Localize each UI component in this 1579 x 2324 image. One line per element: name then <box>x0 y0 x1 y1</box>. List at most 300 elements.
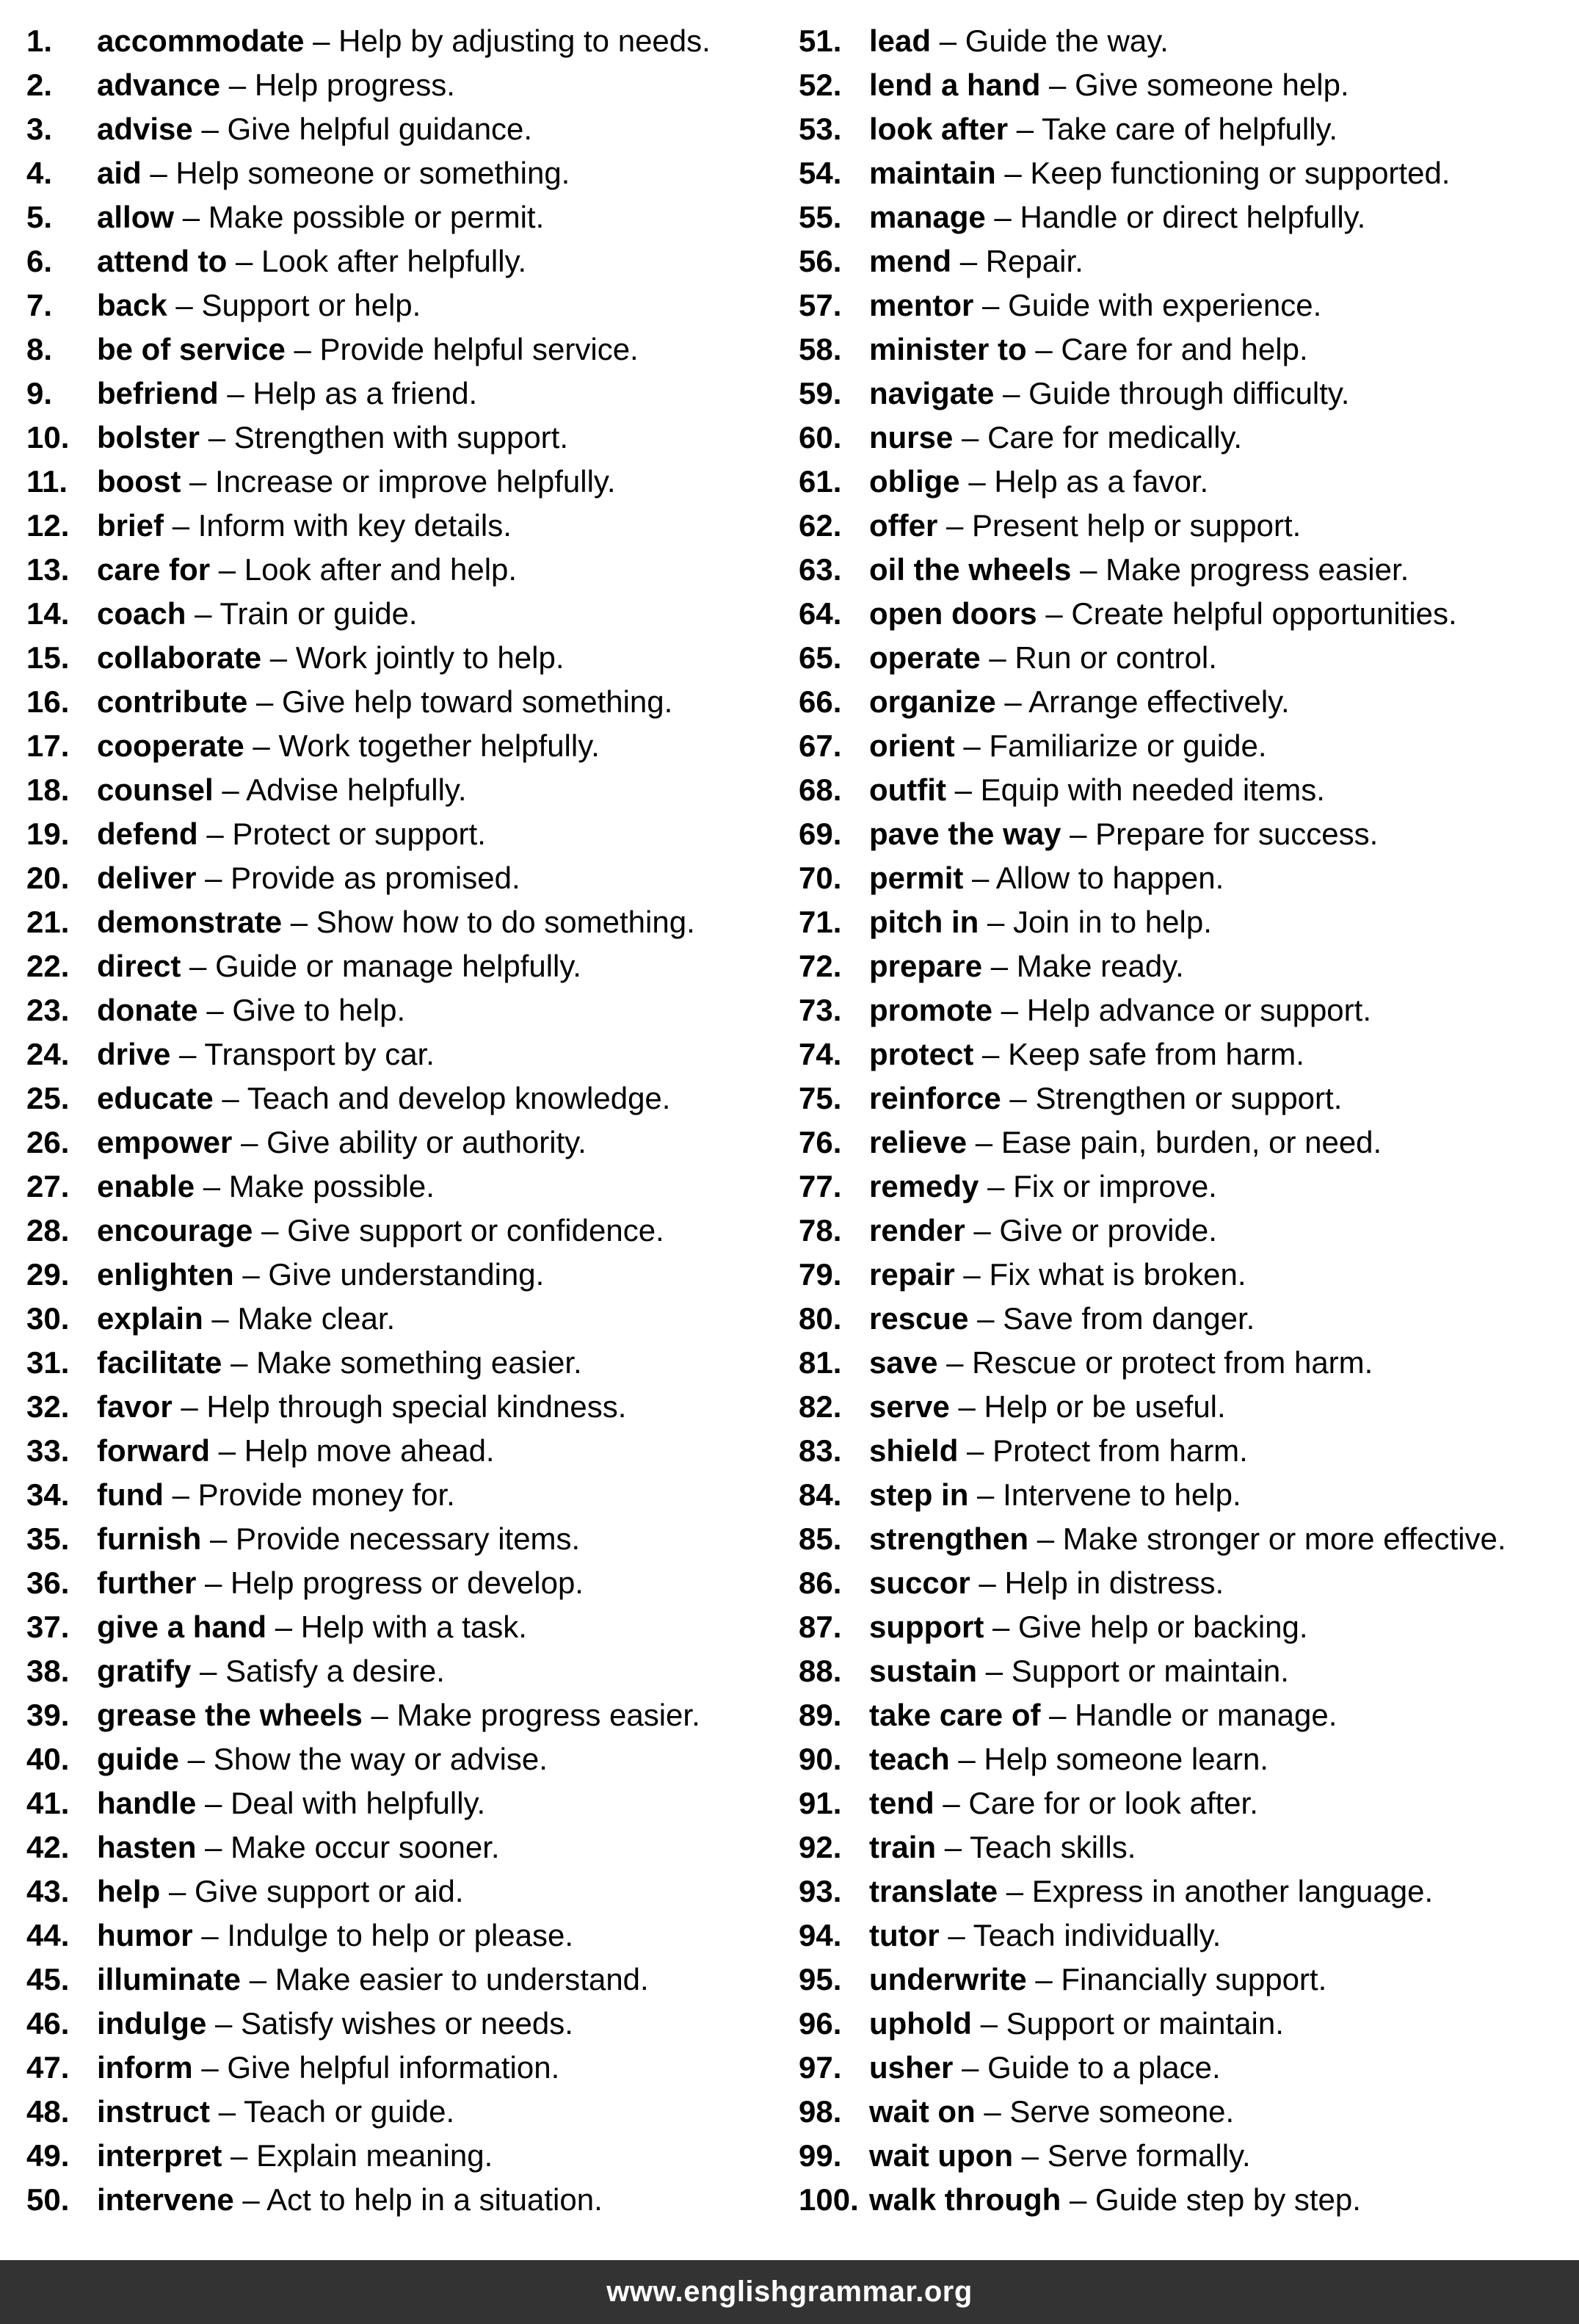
item-separator: – <box>1016 112 1034 146</box>
item-definition: Strengthen or support. <box>1035 1081 1343 1115</box>
list-item <box>799 1076 1577 1121</box>
item-separator: – <box>169 1874 186 1908</box>
item-number: 41. <box>26 1786 70 1820</box>
list-item <box>799 900 1577 944</box>
item-definition: Help through special kindness. <box>206 1389 627 1424</box>
item-separator: – <box>1003 376 1020 410</box>
item-number: 50. <box>26 2182 70 2217</box>
list-item <box>26 283 805 327</box>
item-term: back <box>97 288 167 322</box>
item-number: 78. <box>799 1213 842 1248</box>
item-term: inform <box>97 2050 193 2085</box>
item-separator: – <box>979 1565 996 1600</box>
item-term: remedy <box>869 1169 979 1203</box>
item-separator: – <box>990 949 1009 983</box>
item-number: 48. <box>26 2094 70 2129</box>
list-item <box>799 504 1577 548</box>
item-definition: Repair. <box>985 244 1083 278</box>
item-number: 56. <box>799 244 842 278</box>
item-definition: Fix what is broken. <box>989 1257 1246 1292</box>
item-number: 4. <box>26 156 53 190</box>
item-term: educate <box>97 1081 214 1115</box>
item-term: drive <box>97 1037 171 1071</box>
list-item <box>26 1605 805 1649</box>
item-number: 9. <box>26 376 53 410</box>
item-definition: Inform with key details. <box>197 508 512 543</box>
item-number: 68. <box>799 772 842 807</box>
item-term: shield <box>869 1433 959 1468</box>
list-item <box>799 460 1577 504</box>
item-separator: – <box>984 2094 1001 2129</box>
item-separator: – <box>989 640 1006 675</box>
item-definition: Help in distress. <box>1004 1565 1224 1600</box>
list-item <box>799 327 1577 372</box>
item-definition: Create helpful opportunities. <box>1071 596 1457 631</box>
item-separator: – <box>987 1169 1005 1203</box>
item-definition: Train or guide. <box>219 596 418 631</box>
item-separator: – <box>968 464 986 499</box>
item-separator: – <box>203 1169 221 1203</box>
list-item <box>799 1958 1577 2002</box>
item-term: enable <box>97 1169 195 1203</box>
item-term: enlighten <box>97 1257 234 1292</box>
item-number: 80. <box>799 1301 842 1336</box>
item-number: 26. <box>26 1125 70 1159</box>
item-separator: – <box>982 1037 1000 1071</box>
item-definition: Support or maintain. <box>1011 1654 1289 1688</box>
item-separator: – <box>946 508 964 543</box>
item-number: 96. <box>799 2006 842 2041</box>
list-item <box>26 944 805 988</box>
item-definition: Serve formally. <box>1047 2138 1251 2173</box>
item-term: allow <box>97 200 175 234</box>
list-item <box>26 1914 805 1958</box>
item-number: 76. <box>799 1125 842 1159</box>
item-separator: – <box>977 1477 995 1512</box>
list-item <box>26 2134 805 2178</box>
list-item <box>26 988 805 1032</box>
item-number: 43. <box>26 1874 70 1908</box>
item-term: usher <box>869 2050 954 2085</box>
item-separator: – <box>256 684 274 719</box>
item-term: furnish <box>97 1521 202 1556</box>
list-item <box>799 416 1577 460</box>
item-term: aid <box>97 156 142 190</box>
item-definition: Give ability or authority. <box>266 1125 587 1159</box>
list-item <box>799 1781 1577 1825</box>
list-item <box>26 1473 805 1517</box>
list-item <box>799 680 1577 724</box>
item-term: nurse <box>869 420 954 455</box>
list-item <box>26 2046 805 2090</box>
item-number: 51. <box>799 23 842 58</box>
list-item <box>26 151 805 195</box>
list-item <box>26 327 805 372</box>
item-number: 34. <box>26 1477 70 1512</box>
item-number: 83. <box>799 1433 842 1468</box>
item-definition: Help as a favor. <box>994 464 1209 499</box>
item-separator: – <box>261 1213 279 1248</box>
item-term: pitch in <box>869 905 979 939</box>
item-term: protect <box>869 1037 974 1071</box>
item-definition: Help advance or support. <box>1026 993 1371 1027</box>
item-term: boost <box>97 464 181 499</box>
item-term: attend to <box>97 244 228 278</box>
list-item <box>26 1781 805 1825</box>
item-separator: – <box>275 1610 293 1644</box>
item-definition: Look after helpfully. <box>261 244 527 278</box>
item-separator: – <box>371 1698 388 1732</box>
item-number: 74. <box>799 1037 842 1071</box>
item-number: 21. <box>26 905 70 939</box>
list-item <box>799 1737 1577 1781</box>
item-separator: – <box>218 2094 236 2129</box>
item-term: contribute <box>97 684 248 719</box>
item-definition: Help as a friend. <box>253 376 478 410</box>
item-term: give a hand <box>97 1610 267 1644</box>
item-number: 2. <box>26 68 53 102</box>
list-item <box>799 2046 1577 2090</box>
item-term: deliver <box>97 861 197 895</box>
item-separator: – <box>954 772 972 807</box>
item-number: 97. <box>799 2050 842 2085</box>
item-number: 6. <box>26 244 53 278</box>
item-separator: – <box>231 2138 248 2173</box>
item-definition: Give or provide. <box>999 1213 1217 1248</box>
item-definition: Handle or manage. <box>1075 1698 1337 1732</box>
item-term: uphold <box>869 2006 972 2041</box>
item-definition: Give understanding. <box>268 1257 545 1292</box>
item-term: befriend <box>97 376 219 410</box>
item-definition: Take care of helpfully. <box>1042 112 1338 146</box>
list-item <box>26 900 805 944</box>
list-item <box>799 2002 1577 2046</box>
item-separator: – <box>228 68 247 102</box>
item-separator: – <box>962 420 979 455</box>
item-number: 30. <box>26 1301 70 1336</box>
list-item <box>26 372 805 416</box>
item-term: cooperate <box>97 728 244 763</box>
item-definition: Make occur sooner. <box>231 1830 500 1864</box>
item-number: 28. <box>26 1213 70 1248</box>
list-item <box>26 1517 805 1561</box>
list-item <box>799 1517 1577 1561</box>
list-item <box>26 63 805 107</box>
item-definition: Show how to do something. <box>316 905 695 939</box>
item-separator: – <box>944 1830 962 1864</box>
list-item <box>26 195 805 239</box>
item-term: oblige <box>869 464 960 499</box>
item-number: 60. <box>799 420 842 455</box>
list-item <box>799 1297 1577 1341</box>
item-term: take care of <box>869 1698 1041 1732</box>
list-item <box>26 1165 805 1209</box>
item-separator: – <box>994 200 1012 234</box>
item-definition: Help or be useful. <box>984 1389 1226 1424</box>
item-separator: – <box>231 1345 248 1380</box>
item-separator: – <box>1021 2138 1039 2173</box>
item-separator: – <box>249 1962 267 1997</box>
item-number: 82. <box>799 1389 842 1424</box>
item-term: bolster <box>97 420 200 455</box>
item-separator: – <box>962 2050 979 2085</box>
item-number: 35. <box>26 1521 70 1556</box>
list-item <box>26 724 805 768</box>
list-item <box>799 283 1577 327</box>
item-number: 91. <box>799 1786 842 1820</box>
item-number: 45. <box>26 1962 70 1997</box>
list-item <box>26 2090 805 2134</box>
item-definition: Make ready. <box>1016 949 1184 983</box>
item-number: 25. <box>26 1081 70 1115</box>
item-definition: Allow to happen. <box>995 861 1224 895</box>
item-term: instruct <box>97 2094 211 2129</box>
item-number: 33. <box>26 1433 70 1468</box>
list-item <box>26 416 805 460</box>
list-item <box>799 592 1577 636</box>
item-definition: Show the way or advise. <box>213 1742 548 1776</box>
item-definition: Advise helpfully. <box>246 772 467 807</box>
item-separator: – <box>1049 1698 1067 1732</box>
item-term: interpret <box>97 2138 222 2173</box>
item-separator: – <box>1080 552 1097 587</box>
item-definition: Deal with helpfully. <box>231 1786 486 1820</box>
item-number: 38. <box>26 1654 70 1688</box>
item-number: 36. <box>26 1565 70 1600</box>
item-term: encourage <box>97 1213 253 1248</box>
item-term: maintain <box>869 156 996 190</box>
item-definition: Help by adjusting to needs. <box>338 23 711 58</box>
list-item <box>26 2178 805 2222</box>
item-term: permit <box>869 861 964 895</box>
item-term: wait on <box>869 2094 976 2129</box>
item-number: 90. <box>799 1742 842 1776</box>
item-term: promote <box>869 993 992 1027</box>
item-term: coach <box>97 596 186 631</box>
item-definition: Make possible or permit. <box>208 200 545 234</box>
item-term: gratify <box>97 1654 192 1688</box>
list-item <box>799 724 1577 768</box>
list-item <box>799 1825 1577 1869</box>
list-item <box>799 2178 1577 2222</box>
item-number: 100. <box>799 2182 859 2217</box>
item-separator: – <box>946 1345 964 1380</box>
item-definition: Rescue or protect from harm. <box>972 1345 1373 1380</box>
item-separator: – <box>973 1213 991 1248</box>
item-definition: Strengthen with support. <box>233 420 569 455</box>
item-term: manage <box>869 200 986 234</box>
item-term: favor <box>97 1389 173 1424</box>
item-term: lead <box>869 23 932 58</box>
item-definition: Teach skills. <box>969 1830 1136 1864</box>
item-term: guide <box>97 1742 179 1776</box>
item-definition: Run or control. <box>1014 640 1217 675</box>
item-number: 77. <box>799 1169 842 1203</box>
item-term: fund <box>97 1477 164 1512</box>
list-item <box>799 988 1577 1032</box>
item-number: 47. <box>26 2050 70 2085</box>
item-term: counsel <box>97 772 214 807</box>
list-item <box>799 1385 1577 1429</box>
item-number: 85. <box>799 1521 842 1556</box>
item-separator: – <box>975 1125 993 1159</box>
item-separator: – <box>182 200 200 234</box>
item-term: pave the way <box>869 817 1061 851</box>
item-number: 5. <box>26 200 53 234</box>
list-item <box>26 1737 805 1781</box>
item-term: donate <box>97 993 198 1027</box>
item-separator: – <box>181 1389 198 1424</box>
item-definition: Provide as promised. <box>231 861 520 895</box>
item-separator: – <box>175 288 193 322</box>
item-term: orient <box>869 728 955 763</box>
item-definition: Guide step by step. <box>1095 2182 1361 2217</box>
item-number: 53. <box>799 112 842 146</box>
item-separator: – <box>943 1786 960 1820</box>
item-separator: – <box>235 244 253 278</box>
item-number: 23. <box>26 993 70 1027</box>
item-definition: Help move ahead. <box>244 1433 495 1468</box>
item-separator: – <box>959 244 978 278</box>
item-term: intervene <box>97 2182 234 2217</box>
item-separator: – <box>980 2006 998 2041</box>
item-definition: Keep functioning or supported. <box>1030 156 1451 190</box>
item-term: reinforce <box>869 1081 1001 1115</box>
list-item <box>799 2090 1577 2134</box>
item-definition: Support or help. <box>201 288 421 322</box>
item-definition: Serve someone. <box>1009 2094 1235 2129</box>
list-item <box>799 1693 1577 1737</box>
list-item <box>799 1649 1577 1693</box>
item-number: 10. <box>26 420 70 455</box>
item-term: facilitate <box>97 1345 222 1380</box>
item-term: grease the wheels <box>97 1698 363 1732</box>
item-separator: – <box>1070 2182 1087 2217</box>
list-item <box>799 1561 1577 1605</box>
item-definition: Satisfy a desire. <box>225 1654 445 1688</box>
item-term: help <box>97 1874 161 1908</box>
item-separator: – <box>201 112 219 146</box>
item-definition: Express in another language. <box>1031 1874 1434 1908</box>
item-term: train <box>869 1830 937 1864</box>
item-definition: Transport by car. <box>204 1037 435 1071</box>
item-definition: Care for and help. <box>1061 332 1308 366</box>
item-number: 75. <box>799 1081 842 1115</box>
item-separator: – <box>200 1654 217 1688</box>
item-term: organize <box>869 684 996 719</box>
item-separator: – <box>189 949 207 983</box>
item-definition: Make something easier. <box>256 1345 582 1380</box>
item-term: care for <box>97 552 211 587</box>
item-separator: – <box>179 1037 197 1071</box>
item-definition: Work together helpfully. <box>278 728 600 763</box>
item-separator: – <box>958 1389 976 1424</box>
item-term: succor <box>869 1565 970 1600</box>
item-definition: Act to help in a situation. <box>266 2182 603 2217</box>
list-item <box>26 1076 805 1121</box>
item-separator: – <box>963 1257 981 1292</box>
item-definition: Save from danger. <box>1003 1301 1255 1336</box>
item-separator: – <box>172 508 190 543</box>
item-definition: Care for medically. <box>987 420 1243 455</box>
item-separator: – <box>948 1918 965 1952</box>
item-number: 12. <box>26 508 70 543</box>
item-definition: Handle or direct helpfully. <box>1020 200 1366 234</box>
item-number: 98. <box>799 2094 842 2129</box>
item-definition: Arrange effectively. <box>1028 684 1290 719</box>
item-definition: Provide money for. <box>197 1477 455 1512</box>
item-term: navigate <box>869 376 995 410</box>
item-definition: Satisfy wishes or needs. <box>241 2006 573 2041</box>
item-separator: – <box>982 288 1000 322</box>
list-item <box>26 1958 805 2002</box>
item-number: 70. <box>799 861 842 895</box>
item-separator: – <box>977 1301 995 1336</box>
item-definition: Work jointly to help. <box>295 640 565 675</box>
item-definition: Financially support. <box>1061 1962 1327 1997</box>
item-number: 18. <box>26 772 70 807</box>
item-definition: Care for or look after. <box>968 1786 1258 1820</box>
list-item <box>26 768 805 812</box>
item-separator: – <box>218 552 236 587</box>
item-term: hasten <box>97 1830 197 1864</box>
item-separator: – <box>205 1830 222 1864</box>
item-separator: – <box>242 2182 260 2217</box>
item-number: 19. <box>26 817 70 851</box>
item-number: 87. <box>799 1610 842 1644</box>
item-number: 93. <box>799 1874 842 1908</box>
list-item <box>799 2134 1577 2178</box>
item-definition: Make easier to understand. <box>275 1962 649 1997</box>
list-item <box>26 1561 805 1605</box>
item-term: advise <box>97 112 193 146</box>
list-item <box>799 812 1577 856</box>
item-definition: Look after and help. <box>244 552 518 587</box>
list-item <box>26 856 805 900</box>
item-separator: – <box>206 993 224 1027</box>
item-number: 17. <box>26 728 70 763</box>
item-definition: Give helpful information. <box>227 2050 560 2085</box>
item-definition: Make progress easier. <box>396 1698 700 1732</box>
item-term: indulge <box>97 2006 207 2041</box>
item-definition: Make stronger or more effective. <box>1062 1521 1506 1556</box>
item-definition: Teach and develop knowledge. <box>247 1081 671 1115</box>
list-item <box>26 19 805 63</box>
item-separator: – <box>1070 817 1087 851</box>
list-item <box>799 548 1577 592</box>
item-number: 71. <box>799 905 842 939</box>
item-term: wait upon <box>869 2138 1013 2173</box>
item-separator: – <box>227 376 244 410</box>
item-separator: – <box>208 420 226 455</box>
item-number: 46. <box>26 2006 70 2041</box>
item-number: 54. <box>799 156 842 190</box>
word-list-column-right <box>799 19 1577 2222</box>
list-item <box>26 548 805 592</box>
word-list <box>0 19 1579 2222</box>
item-term: advance <box>97 68 221 102</box>
item-number: 72. <box>799 949 842 983</box>
item-number: 88. <box>799 1654 842 1688</box>
item-term: tutor <box>869 1918 940 1952</box>
item-term: repair <box>869 1257 955 1292</box>
item-separator: – <box>972 861 990 895</box>
item-number: 1. <box>26 23 53 58</box>
item-separator: – <box>1004 156 1022 190</box>
item-definition: Give someone help. <box>1075 68 1349 102</box>
item-separator: – <box>939 23 957 58</box>
item-definition: Join in to help. <box>1013 905 1212 939</box>
